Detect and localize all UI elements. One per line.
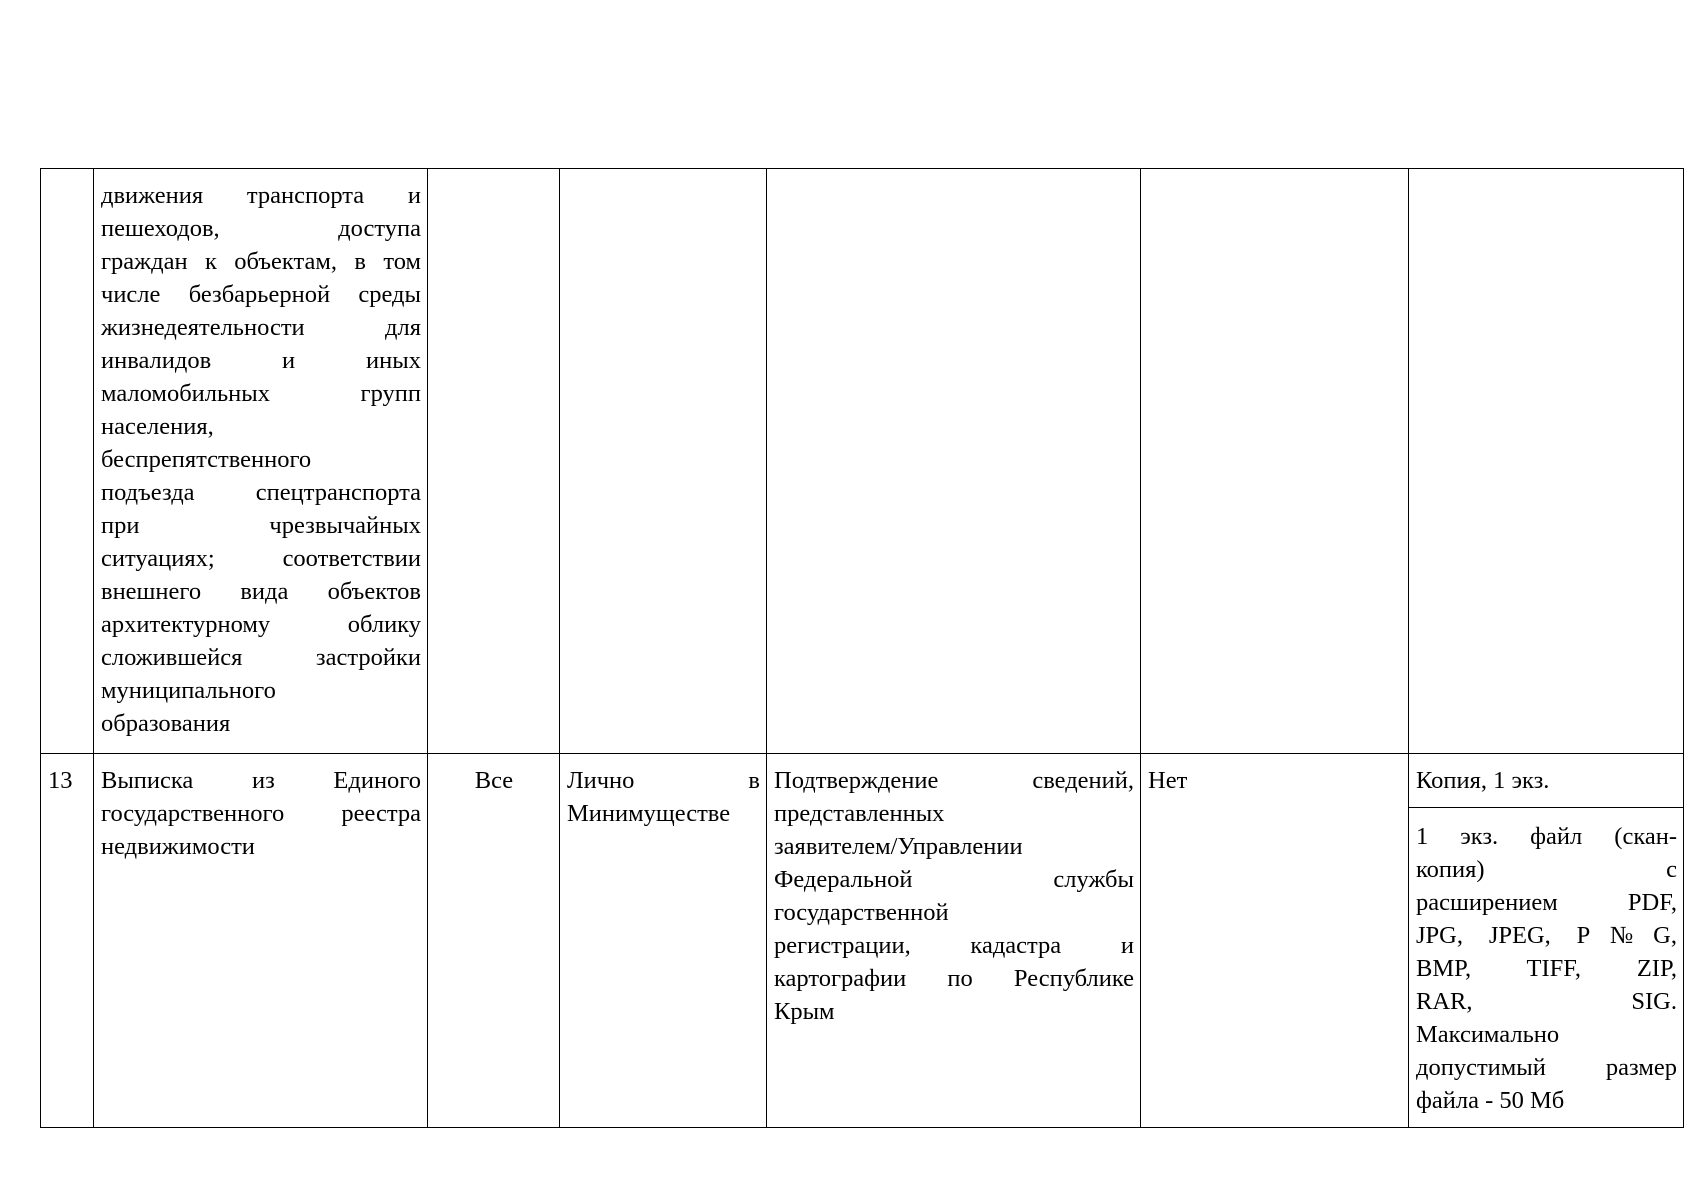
text-line: Федеральной службы: [774, 866, 1134, 893]
cell-document-form: [1409, 754, 1684, 1128]
cell-purpose-empty: [767, 169, 1141, 754]
text-line: пешеходов, доступа: [101, 215, 421, 242]
cell-submission-empty: [560, 169, 767, 754]
cell-document-name: [94, 754, 428, 1128]
cell-category-empty: [428, 169, 560, 754]
text-line: Лично в: [567, 767, 760, 794]
cell-document-continuation: [94, 169, 428, 754]
text-line: маломобильных групп: [101, 380, 421, 407]
text-line: внешнего вида объектов: [101, 578, 421, 605]
text-line: Максимально: [1416, 1021, 1560, 1048]
text-line: ситуациях; соответствии: [101, 545, 421, 572]
text-line: Минимуществе: [567, 800, 731, 827]
cell-form-empty: [1409, 169, 1684, 754]
electronic-form-cell: [1409, 808, 1683, 1123]
text-line: картографии по Республике: [774, 965, 1134, 992]
text-line: JPG, JPEG, P№G,: [1416, 922, 1677, 949]
text-line: числе безбарьерной среды: [101, 281, 421, 308]
text-line: архитектурному облику: [101, 611, 421, 638]
text-line: недвижимости: [101, 833, 255, 860]
text-line: образования: [101, 710, 231, 737]
table-row-13: [41, 754, 1684, 1128]
text-line: заявителем/Управлении: [774, 833, 1023, 860]
cell-purpose: [767, 754, 1141, 1128]
text-line: RAR, SIG.: [1416, 988, 1677, 1015]
text-line: при чрезвычайных: [101, 512, 421, 539]
document-continuation-text: [101, 179, 421, 740]
text-line: 1 экз. файл (скан-: [1416, 823, 1677, 850]
table-row-continuation: [41, 169, 1684, 754]
text-line: допустимый размер: [1416, 1054, 1677, 1081]
text-line: файла - 50 Мб: [1416, 1087, 1565, 1114]
interdepartmental-value: Нет: [1148, 767, 1188, 794]
cell-row-number: [41, 754, 94, 1128]
cell-interdepartmental: [1141, 754, 1409, 1128]
cell-applicant-category: [428, 754, 560, 1128]
text-line: беспрепятственного: [101, 446, 312, 473]
cell-interdepartmental-empty: [1141, 169, 1409, 754]
cell-submission-method: [560, 754, 767, 1128]
text-line: Подтверждение сведений,: [774, 767, 1134, 794]
text-line: Крым: [774, 998, 835, 1025]
text-line: представленных: [774, 800, 945, 827]
text-line: инвалидов и иных: [101, 347, 421, 374]
text-line: BMP, TIFF, ZIP,: [1416, 955, 1677, 982]
applicant-category: Все: [474, 767, 514, 794]
text-line: государственного реестра: [101, 800, 421, 827]
text-line: расширением PDF,: [1416, 889, 1677, 916]
text-line: государственной: [774, 899, 949, 926]
text-line: Выписка из Единого: [101, 767, 421, 794]
cell-number-empty: [41, 169, 94, 754]
requirements-table: [40, 168, 1684, 1128]
text-line: движения транспорта и: [101, 182, 421, 209]
paper-form-text: Копия, 1 экз.: [1416, 767, 1550, 794]
text-line: регистрации, кадастра и: [774, 932, 1134, 959]
text-line: жизнедеятельности для: [101, 314, 421, 341]
text-line: подъезда спецтранспорта: [101, 479, 421, 506]
text-line: граждан к объектам, в том: [101, 248, 421, 275]
paper-form-cell: [1409, 754, 1683, 808]
text-line: муниципального: [101, 677, 276, 704]
text-line: сложившейся застройки: [101, 644, 421, 671]
text-line: копия) с: [1416, 856, 1677, 883]
text-line: населения,: [101, 413, 214, 440]
row-number: 13: [48, 767, 73, 794]
